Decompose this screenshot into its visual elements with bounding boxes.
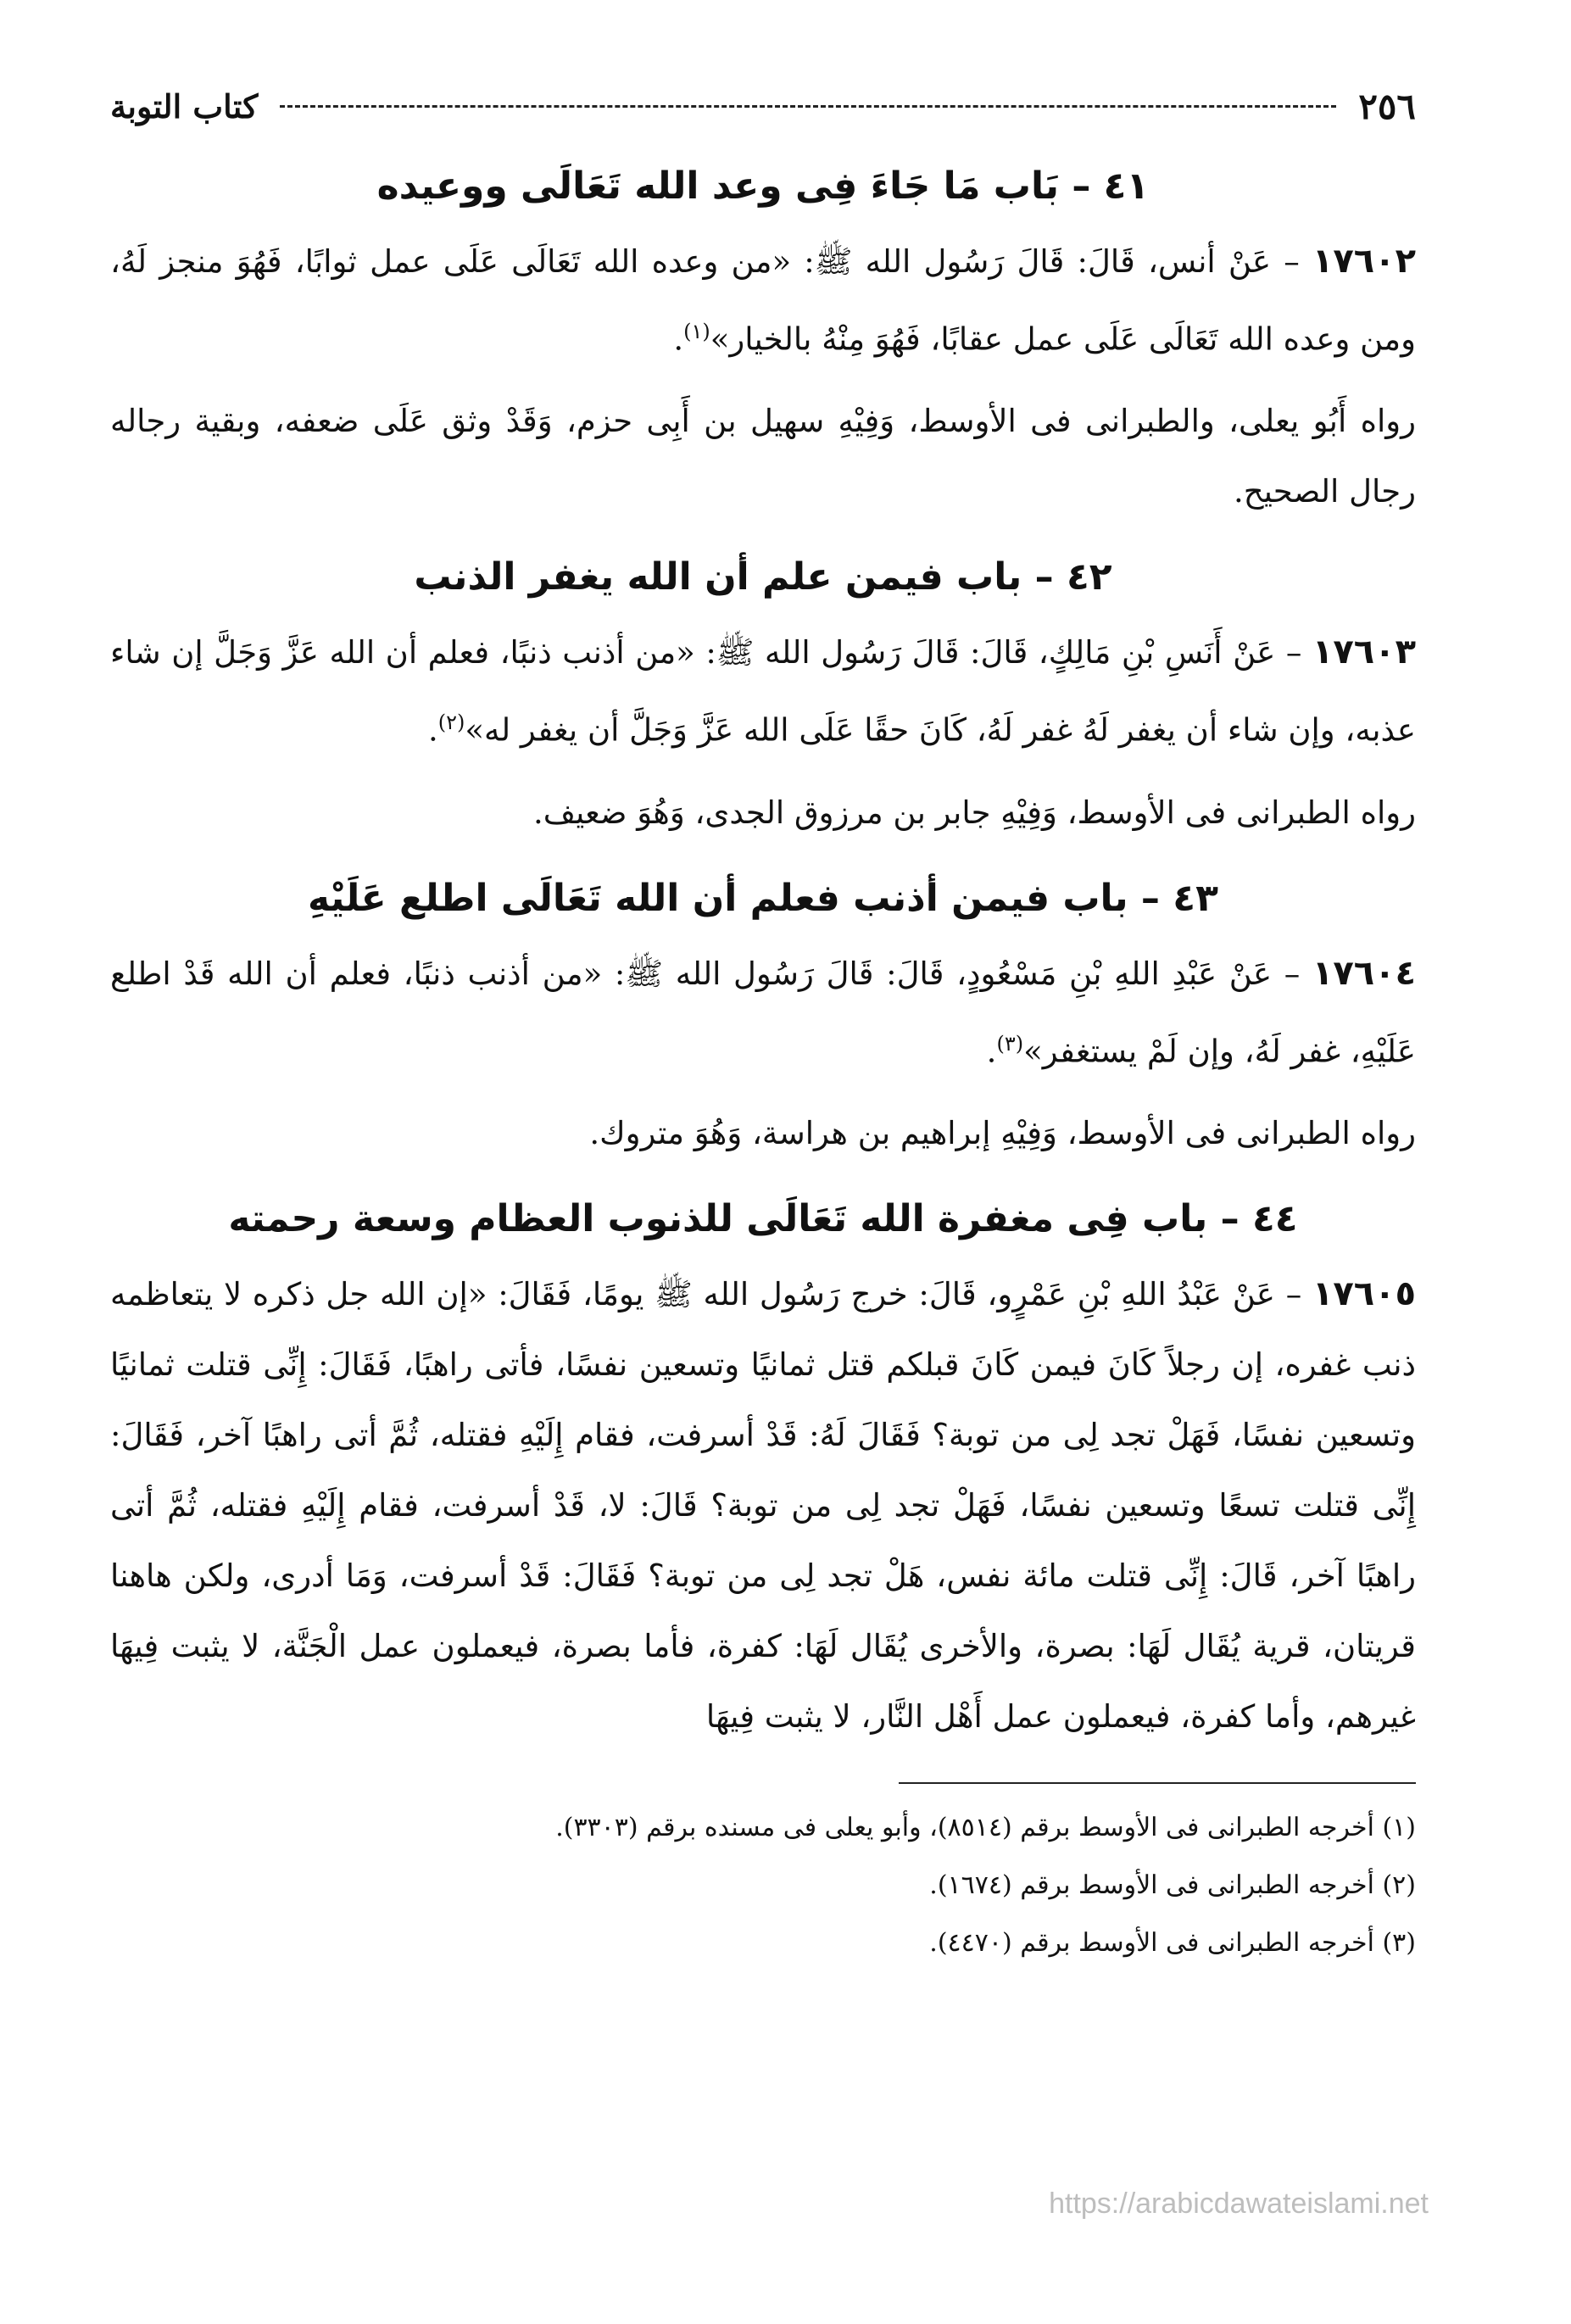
chapter-title-42: ٤٢ – باب فيمن علم أن الله يغفر الذنب xyxy=(414,555,1112,599)
hadith-text: – عَنْ أَنَسِ بْنِ مَالِكٍ، قَالَ: قَالَ رَسُول الله ﷺ: «من أذنب ذنبًا، فعلم أن الله عَزَّ وَجَلَّ إن شاء عذبه، وإن شاء أن يغفر لَهُ غفر لَهُ، كَانَ حقًا عَلَى الله عَزَّ وَجَلَّ أن يغفر له» xyxy=(110,634,1416,749)
watermark-url: https://arabicdawateislami.net xyxy=(1049,2187,1429,2220)
commentary-17602: رواه أَبُو يعلى، والطبرانى فى الأوسط، وَفِيْهِ سهيل بن أَبِى حزم، وَقَدْ وثق عَلَى ضعفه، وبقية رجاله رجال الصحيح. xyxy=(110,403,1416,510)
running-header xyxy=(110,76,1416,136)
footnote-ref: (٢) xyxy=(437,711,465,735)
hadith-text: – عَنْ عَبْدُ اللهِ بْنِ عَمْرٍو، قَالَ: خرج رَسُول الله ﷺ يومًا، فَقَالَ: «إن الله جل ذكره لا يتعاظمه ذنب غفره، إن رجلاً كَانَ فيمن كَانَ قبلكم قتل ثمانيًا وتسعين نفسًا، فأتى راهبًا، فَقَالَ: إِنِّى قتلت ثمانيًا وتسعين نفسًا، فَهَلْ تجد لِى من توبة؟ فَقَالَ لَهُ: قَدْ أسرفت، فقام إِلَيْهِ فقتله، ثُمَّ أتى راهبًا آخر، فَقَالَ: إِنِّى قتلت تسعًا وتسعين نفسًا، فَهَلْ تجد لِى من توبة؟ قَالَ: لا، قَدْ أسرفت، فقام إِلَيْهِ فقتله، ثُمَّ أتى راهبًا آخر، قَالَ: إِنِّى قتلت مائة نفس، هَلْ تجد لِى من توبة؟ فَقَالَ: قَدْ أسرفت، وَمَا أدرى، ولكن هاهنا قريتان، قرية يُقَال لَهَا: بصرة، والأخرى يُقَال لَهَا: كفرة، فأما بصرة، فيعملون عمل الْجَنَّة، لا يثبت فِيهَا غيرهم، وأما كفرة، فيعملون عمل أَهْل النَّار، لا يثبت فِيهَا xyxy=(110,1275,1416,1735)
footnote-divider xyxy=(899,1782,1416,1784)
hadith-17603: ١٧٦٠٣ – عَنْ أَنَسِ بْنِ مَالِكٍ، قَالَ: قَالَ رَسُول الله ﷺ: «من أذنب ذنبًا، فعلم أن الله عَزَّ وَجَلَّ إن شاء عذبه، وإن شاء أن يغفر لَهُ غفر لَهُ، كَانَ حقًا عَلَى الله عَزَّ وَجَلَّ أن يغفر له»$^{(٢)}$. xyxy=(110,633,1416,749)
hadith-17605 xyxy=(110,1259,1416,1752)
footnote-2: (٢) أخرجه الطبرانى فى الأوسط برقم (١٦٧٤). xyxy=(929,1870,1416,1900)
hadith-number: ١٧٦٠٤ xyxy=(1312,953,1416,993)
hadith-17604: ١٧٦٠٤ – عَنْ عَبْدِ اللهِ بْنِ مَسْعُودٍ، قَالَ: قَالَ رَسُول الله ﷺ: «من أذنب ذنبًا، فعلم أن الله قَدْ اطلع عَلَيْهِ، غفر لَهُ، وإن لَمْ يستغفر»$^{(٣)}$. xyxy=(110,953,1416,1069)
book-title: كتاب التوبة xyxy=(110,86,259,125)
footnote-1: (١) أخرجه الطبرانى فى الأوسط برقم (٨٥١٤)، وأبو يعلى فى مسنده برقم (٣٣٠٣). xyxy=(555,1812,1416,1842)
footnote-ref: (١) xyxy=(683,320,710,343)
hadith-number: ١٧٦٠٢ xyxy=(1312,242,1416,281)
hadith-17602: ١٧٦٠٢ – عَنْ أنس، قَالَ: قَالَ رَسُول الله ﷺ: «من وعده الله تَعَالَى عَلَى عمل ثوابًا، فَهُوَ منجز لَهُ، ومن وعده الله تَعَالَى عَلَى عمل عقابًا، فَهُوَ مِنْهُ بالخيار»$^{(١)}$. xyxy=(110,242,1416,358)
chapter-title-43: ٤٣ – باب فيمن أذنب فعلم أن الله تَعَالَى اطلع عَلَيْهِ xyxy=(308,876,1218,920)
commentary-17603: رواه الطبرانى فى الأوسط، وَفِيْهِ جابر بن مرزوق الجدى، وَهُوَ ضعيف. xyxy=(532,794,1416,831)
book-page xyxy=(110,76,1416,2281)
chapter-title-41: ٤١ – بَاب مَا جَاءَ فِى وعد الله تَعَالَى ووعيده xyxy=(376,164,1150,208)
footnote-3: (٣) أخرجه الطبرانى فى الأوسط برقم (٤٤٧٠). xyxy=(929,1927,1416,1958)
hadith-text: – عَنْ أنس، قَالَ: قَالَ رَسُول الله ﷺ: «من وعده الله تَعَالَى عَلَى عمل ثوابًا، فَهُوَ منجز لَهُ، ومن وعده الله تَعَالَى عَلَى عمل عقابًا، فَهُوَ مِنْهُ بالخيار» xyxy=(110,243,1416,358)
footnote-ref: (٣) xyxy=(996,1031,1024,1056)
hadith-number: ١٧٦٠٥ xyxy=(1312,1273,1417,1313)
page-number: ٢٥٦ xyxy=(1358,85,1416,127)
hadith-text: – عَنْ عَبْدِ اللهِ بْنِ مَسْعُودٍ، قَالَ: قَالَ رَسُول الله ﷺ: «من أذنب ذنبًا، فعلم أن الله قَدْ اطلع عَلَيْهِ، غفر لَهُ، وإن لَمْ يستغفر» xyxy=(110,955,1416,1069)
hadith-number: ١٧٦٠٣ xyxy=(1312,633,1416,672)
footnotes xyxy=(110,1799,1416,1972)
header-dashed-rule xyxy=(280,105,1336,108)
chapter-title-44: ٤٤ – باب فِى مغفرة الله تَعَالَى للذنوب العظام وسعة رحمته xyxy=(228,1196,1298,1240)
commentary-17604: رواه الطبرانى فى الأوسط، وَفِيْهِ إبراهيم بن هراسة، وَهُوَ متروك. xyxy=(589,1114,1416,1151)
